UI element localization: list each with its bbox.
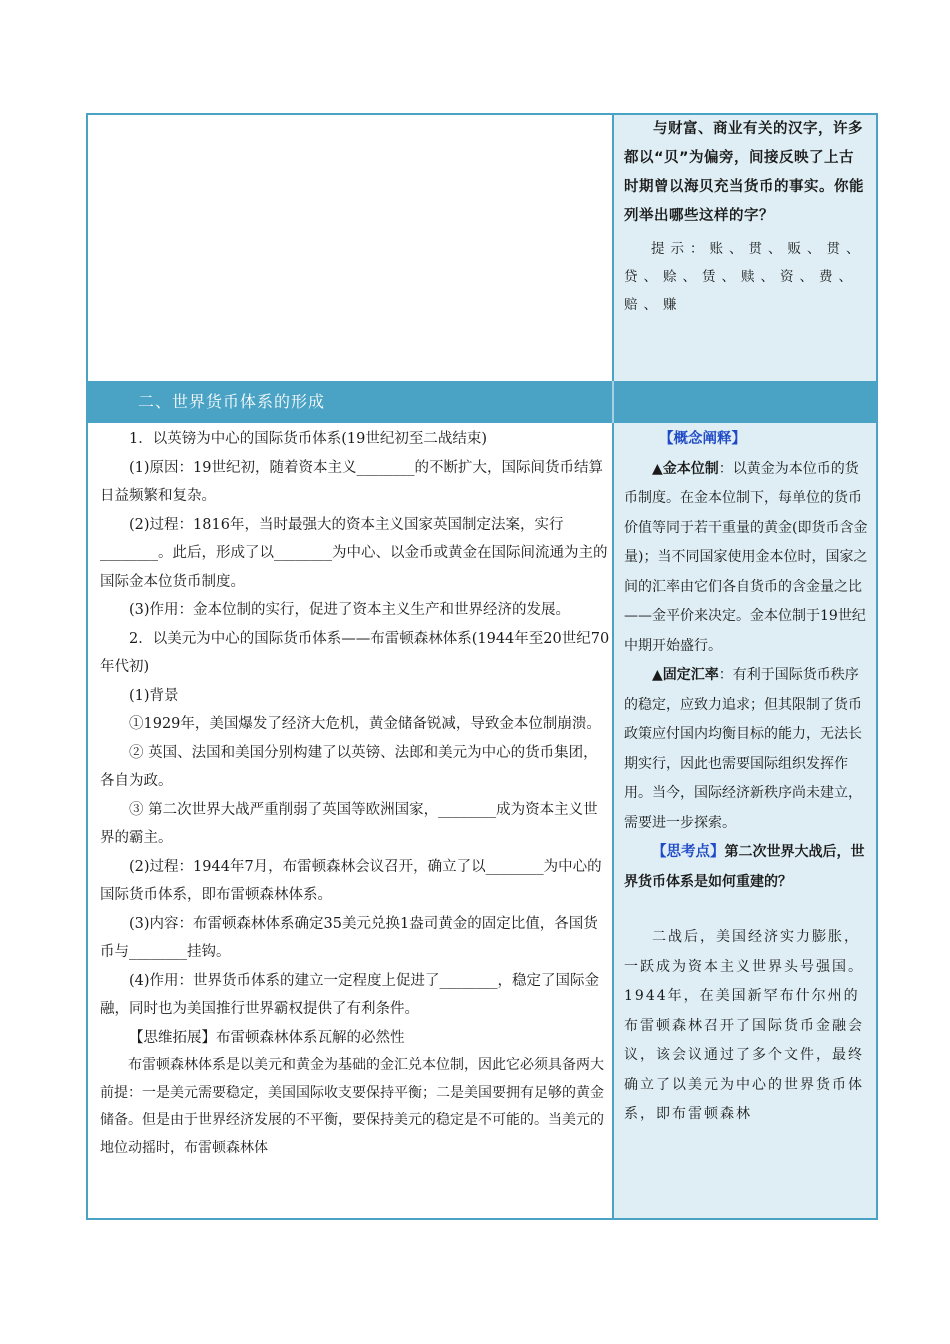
- paragraph: (1)背景: [129, 687, 179, 704]
- paragraph: ①1929年，美国爆发了经济大危机，黄金储备锐减，导致金本位制崩溃。: [129, 716, 601, 732]
- fixed-rate-note: [624, 661, 868, 838]
- gold-standard-text: ：以黄金为本位币的货币制度。在金本位制下，每单位的货币价值等同于若干重量的黄金(即货币含金量)；当不同国家使用金本位时，国家之间的汇率由它们各自货币的含金量之比——金平价来决定。金本位制于19世纪中期开始盛行。: [624, 460, 868, 654]
- gold-standard-term: ▲金本位制: [652, 460, 719, 477]
- think-question: 第二次世界大战后，世界货币体系是如何重建的？: [624, 844, 865, 890]
- main-text: [100, 425, 612, 1162]
- content-table: [86, 113, 878, 1220]
- extension-heading: [100, 1024, 612, 1053]
- paragraph: 2．以美元为中心的国际货币体系——布雷顿森林体系(1944年至20世纪70年代初): [100, 630, 610, 675]
- sidebar-notes: [624, 425, 868, 1130]
- top-note-question: 与财富、商业有关的汉字，许多都以“贝”为偏旁，间接反映了上古时期曾以海贝充当货币的事实。你能列举出哪些这样的字？: [624, 121, 864, 224]
- section-title: 二、世界货币体系的形成: [138, 392, 326, 411]
- think-point: [624, 838, 868, 897]
- fixed-rate-term: ▲固定汇率: [652, 667, 719, 683]
- gold-standard-note: [624, 455, 868, 662]
- paragraph: 1．以英镑为中心的国际货币体系(19世纪初至二战结束): [129, 431, 487, 447]
- top-note-hint: 提示：账、贯、贩、贯、贷、赊、赁、赎、资、费、赔、赚: [624, 241, 866, 313]
- think-answer: 二战后，美国经济实力膨胀，一跃成为资本主义世界头号强国。1944年，在美国新罕布什尔州的布雷顿森林召开了国际货币金融会议，该会议通过了多个文件，最终确立了以美元为中心的世界货币体系，即布雷顿森林: [624, 929, 864, 1122]
- top-note: [624, 115, 869, 319]
- extension-title: 布雷顿森林体系瓦解的必然性: [216, 1029, 405, 1046]
- section-header-band: [88, 381, 876, 423]
- paragraph: (3)内容：布雷顿森林体系确定35美元兑换1盎司黄金的固定比值，各国货币与________挂钩。: [100, 915, 598, 960]
- extension-tag: 【思维拓展】: [129, 1029, 216, 1046]
- paragraph: (2)过程：1816年，当时最强大的资本主义国家英国制定法案，实行________。此后，形成了以________为中心、以金币或黄金在国际间流通为主的国际金本位货币制度。: [100, 516, 608, 590]
- paragraph: (4)作用：世界货币体系的建立一定程度上促进了________，稳定了国际金融，同时也为美国推行世界霸权提供了有利条件。: [100, 972, 600, 1017]
- paragraph: (1)原因：19世纪初，随着资本主义________的不断扩大，国际间货币结算日益频繁和复杂。: [100, 459, 603, 504]
- paragraph: (2)过程：1944年7月，布雷顿森林会议召开，确立了以________为中心的国际货币体系，即布雷顿森林体系。: [100, 858, 602, 903]
- concept-heading: 【概念阐释】: [659, 431, 746, 447]
- paragraph: ② 英国、法国和美国分别构建了以英镑、法郎和美元为中心的货币集团，各自为政。: [100, 744, 598, 789]
- band-divider: [612, 381, 614, 423]
- spacer: [624, 897, 868, 923]
- paragraph: (3)作用：金本位制的实行，促进了资本主义生产和世界经济的发展。: [129, 602, 571, 618]
- think-heading: 【思考点】: [652, 844, 725, 860]
- paragraph: ③ 第二次世界大战严重削弱了英国等欧洲国家，________成为资本主义世界的霸主。: [100, 801, 598, 846]
- fixed-rate-text: ：有利于国际货币秩序的稳定，应致力追求；但其限制了货币政策应付国内均衡目标的能力，无法长期实行，因此也需要国际组织发挥作用。当今，国际经济新秩序尚未建立，需要进一步探索。: [624, 667, 862, 831]
- extension-body: 布雷顿森林体系是以美元和黄金为基础的金汇兑本位制，因此它必须具备两大前提：一是美元需要稳定，美国国际收支要保持平衡；二是美国要拥有足够的黄金储备。但是由于世界经济发展的不平衡，要保持美元的稳定是不可能的。当美元的地位动摇时，布雷顿森林体: [100, 1057, 604, 1156]
